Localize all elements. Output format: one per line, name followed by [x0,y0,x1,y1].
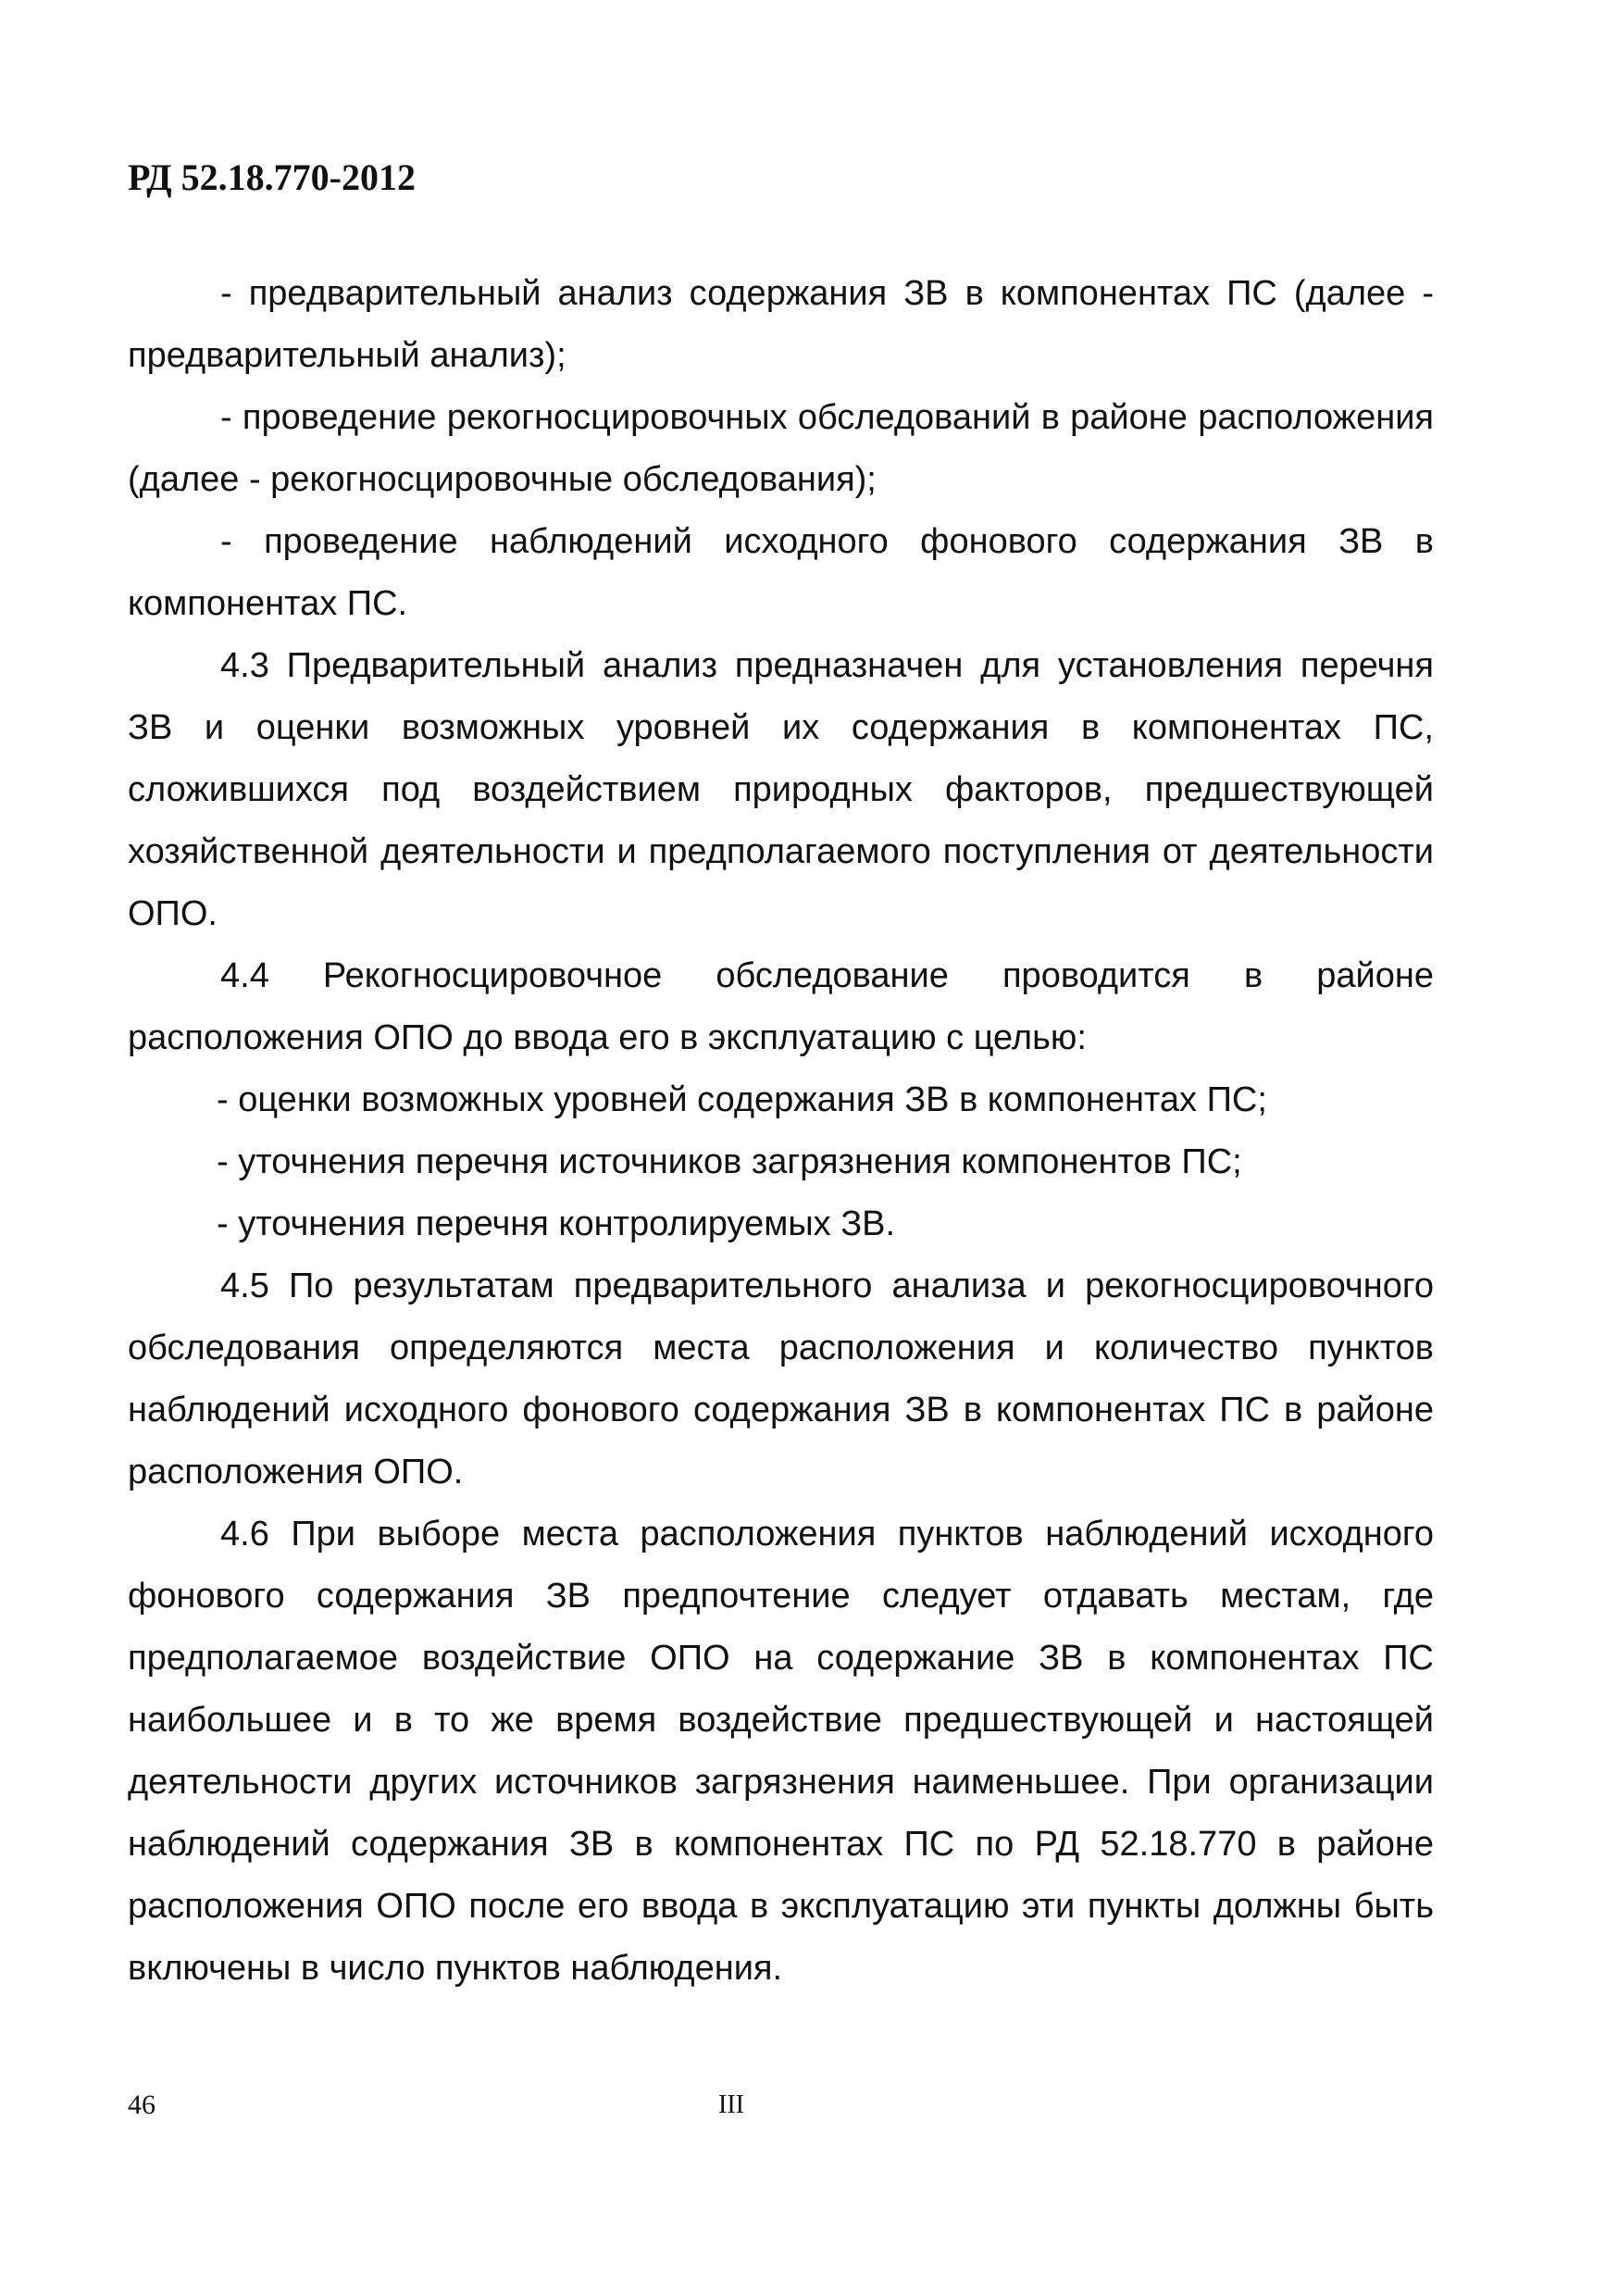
paragraph-4-5: 4.5 По результатам предварительного анализа и рекогносцировочного обследования определяются места расположения и количество пунктов наблюдений исходного фонового содержания ЗВ в компонентах ПС в районе расположения ОПО. [128,1267,1434,1491]
paragraph-recon-surveys: - проведение рекогносцировочных обследований в районе расположения (далее - рекогносцировочные обследования); [128,398,1434,499]
document-code: РД 52.18.770-2012 [128,156,416,198]
footer-mark: III [718,2090,744,2119]
list-item: - уточнения перечня контролируемых ЗВ. [217,1204,896,1243]
document-body [128,263,1434,2000]
paragraph-prelim-analysis: - предварительный анализ содержания ЗВ в компонентах ПС (далее - предварительный анализ); [128,274,1434,375]
list-item: - уточнения перечня источников загрязнения компонентов ПС; [217,1142,1242,1181]
paragraph-background-observations: - проведение наблюдений исходного фонового содержания ЗВ в компонентах ПС. [128,522,1434,623]
paragraph-4-3: 4.3 Предварительный анализ предназначен для установления перечня ЗВ и оценки возможных уровней их содержания в компонентах ПС, сложившихся под воздействием природных факторов, предшествующей хозяйственной деятельности и предполагаемого поступления от деятельности ОПО. [128,646,1434,933]
page-number: 46 [128,2090,156,2120]
paragraph-4-6: 4.6 При выборе места расположения пунктов наблюдений исходного фонового содержания ЗВ предпочтение следует отдавать местам, где предполагаемое воздействие ОПО на содержание ЗВ в компонентах ПС наибольшее и в то же время воздействие предшествующей и настоящей деятельности других источников загрязнения наименьшее. При организации наблюдений содержания ЗВ в компонентах ПС по РД 52.18.770 в районе расположения ОПО после его ввода в эксплуатацию эти пункты должны быть включены в число пунктов наблюдения. [128,1515,1434,1988]
paragraph-4-4: 4.4 Рекогносцировочное обследование проводится в районе расположения ОПО до ввода его в эксплуатацию с целью: [128,956,1434,1057]
list-item: - оценки возможных уровней содержания ЗВ в компонентах ПС; [217,1080,1267,1119]
